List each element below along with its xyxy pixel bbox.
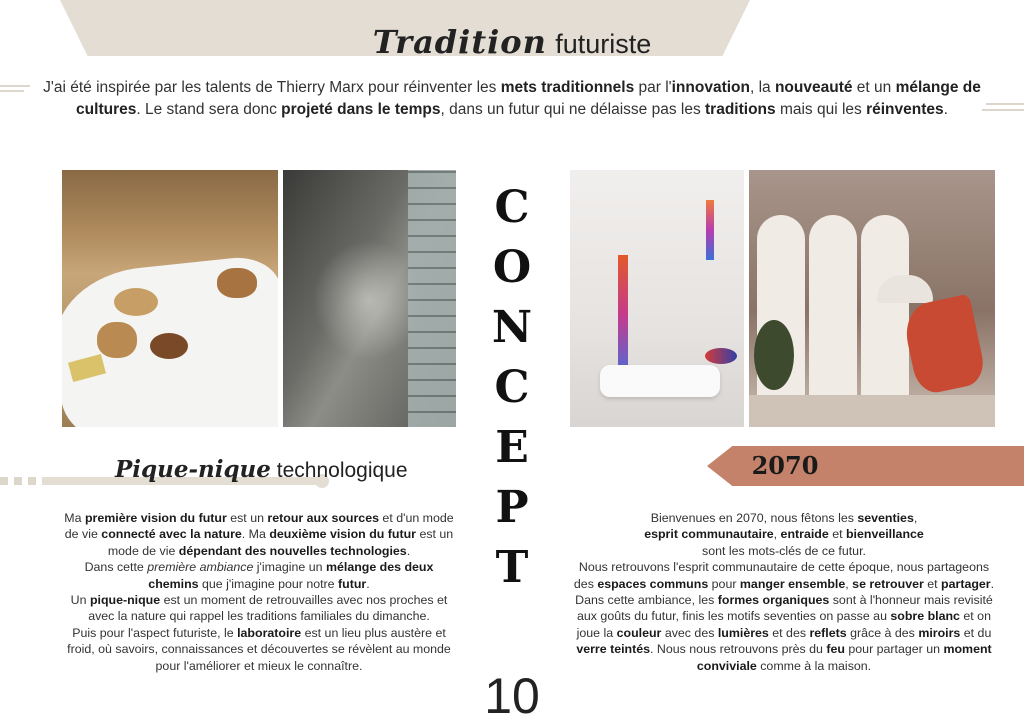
concept-letter: P [495, 482, 529, 533]
concept-letter: C [494, 182, 530, 233]
photo-picnic [62, 170, 278, 427]
right-body-text: Bienvenues en 2070, nous fêtons les seventies, esprit communautaire, entraide et bienveillance sont les mots-clés de ce futur. Nous retrouvons l'esprit communautaire de cette époque, nous partageons des espaces communs pour manger ensemble, se retrouver et partager. Dans cette ambiance, les formes organiques sont à l'honneur mais revisité aux goûts du futur, finis les motifs seventies on passe au sobre blanc et on joue la couleur avec des lumières et des reflets grâce à des miroirs et du verre teintés. Nous nous retrouvons près du feu pour partager un moment conviviale comme à la maison. [573, 511, 995, 673]
photo-concrete-laboratory [283, 170, 456, 427]
concept-letter: T [495, 542, 529, 593]
decor-line-left [0, 83, 30, 93]
concept-letter: E [495, 422, 529, 473]
left-heading-plain: technologique [276, 459, 408, 482]
year-label: 2070 [751, 451, 819, 480]
left-body-text: Ma première vision du futur est un retour aux sources et d'un mode de vie connecté avec la nature. Ma deuxième vision du futur est un mode de vie dépendant des nouvelles technologies. Dans cette première ambiance j'imagine un mélange des deux chemins que j'imagine pour notre futur. Un pique-nique est un moment de retrouvailles avec nos proches et avec la nature qui rappel les traditions familiales du dimanche. Puis pour l'aspect futuriste, le laboratoire est un lieu plus austère et froid, où savoirs, connaissances et découvertes se révèlent au monde pour l'améliorer et mieux le connaître. [64, 511, 454, 673]
concept-letter: O [492, 242, 532, 293]
left-heading [115, 453, 408, 488]
photo-white-interior [570, 170, 744, 427]
title-script-word: Tradition [372, 23, 547, 61]
concept-vertical-word [487, 178, 537, 598]
left-heading-script: Pique-nique [115, 456, 271, 483]
title-plain-word: futuriste [555, 29, 652, 59]
page-title [0, 20, 1024, 66]
concept-letter: C [494, 362, 530, 413]
photo-seventies-lounge [749, 170, 995, 427]
decor-line-right [982, 99, 1024, 113]
concept-letter: N [491, 302, 533, 353]
page-number: 10 [484, 668, 540, 724]
intro-paragraph: J'ai été inspirée par les talents de Thierry Marx pour réinventer les mets traditionnels par l'innovation, la nouveauté et un mélange de cultures. Le stand sera donc projeté dans le temps, dans un futur qui ne délaisse pas les traditions mais qui les réinventes. [43, 79, 981, 118]
